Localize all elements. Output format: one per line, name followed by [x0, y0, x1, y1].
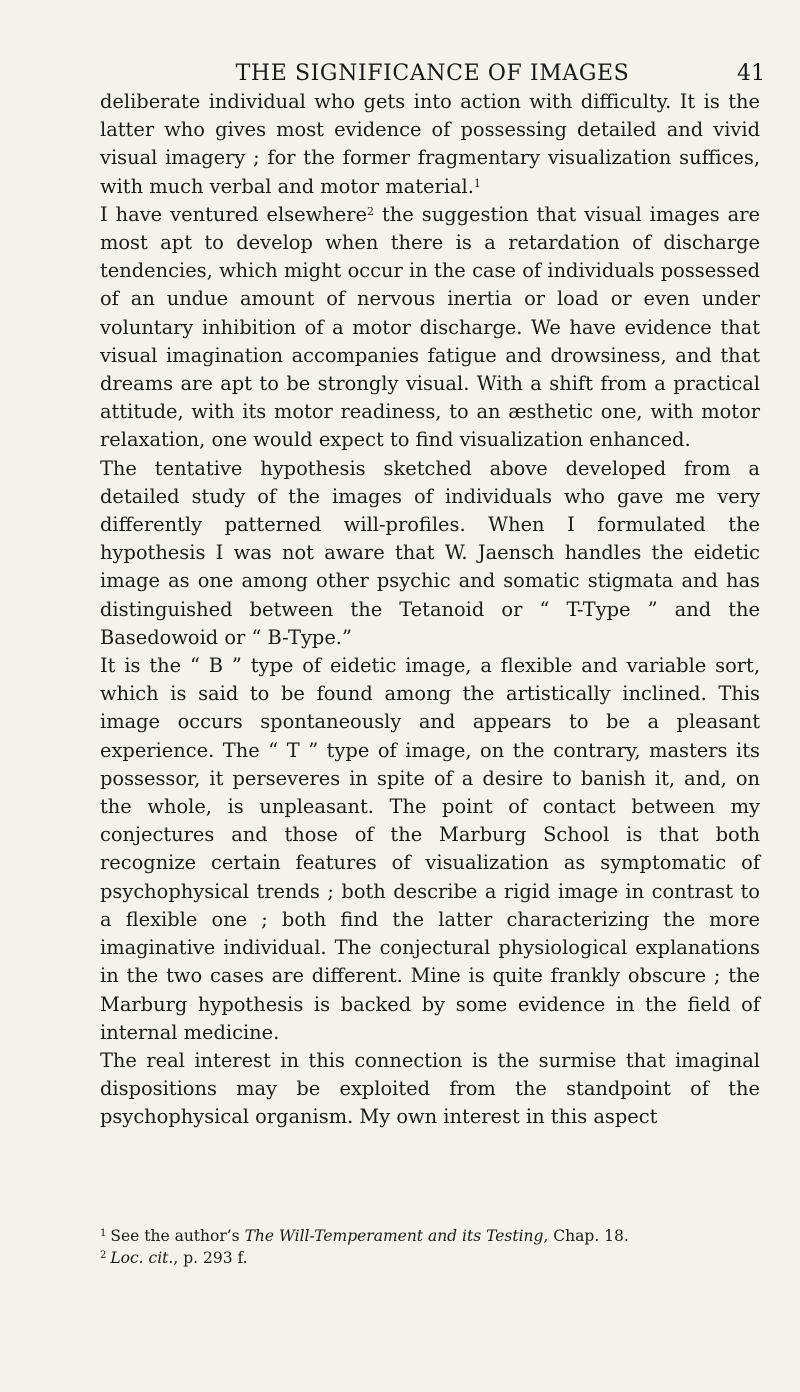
footnote-text: , Chap. 18.: [543, 1227, 629, 1245]
paragraph: [100, 455, 760, 652]
footnote-reference[interactable]: 2: [366, 204, 374, 218]
paragraph: [100, 1047, 760, 1132]
footnote-text: See the author’s: [110, 1227, 245, 1245]
footnote-citation: Loc. cit.: [110, 1249, 174, 1267]
footnote-mark: 2: [100, 1250, 107, 1261]
paragraph: [100, 201, 760, 455]
footnote-book-title: The Will-Temperament and its Testing: [244, 1227, 544, 1245]
paragraph-text: I have ventured elsewhere: [100, 202, 367, 226]
body-text: [100, 88, 760, 1132]
paragraph-text: It is the “ B ” type of eidetic image, a flexible and variable sort, which is said to be found among the artistically inclined. This image occurs spontaneously and appears to be a pleasant experience. The “ T ” type of image, on the contrary, masters its possessor, it perseveres in spite of a desire to banish it, and, on the whole, is unpleasant. The point of contact between my conjectures and those of the Marburg School is that both recognize certain features of visualization as symptomatic of psychophysical trends ; both describe a rigid image in contrast to a flexible one ; both find the latter characterizing the more imaginative individual. The conjectural physiological explanations in the two cases are different. Mine is quite frankly obscure ; the Marburg hypothesis is backed by some evidence in the field of internal medicine.: [100, 654, 760, 1044]
footnote-mark: 1: [100, 1228, 107, 1239]
page-number: 41: [737, 61, 765, 86]
paragraph-text: the suggestion that visual images are most apt to develop when there is a retardation of discharge tendencies, which might occur in the case of individuals possessed of an undue amount of nervous inertia or load or even under voluntary inhibition of a motor discharge. We have evidence that visual imagination accompanies fatigue and drowsiness, and that dreams are apt to be strongly visual. With a shift from a practical attitude, with its motor readiness, to an æsthetic one, with motor relaxation, one would expect to find visualization enhanced.: [100, 202, 760, 452]
paragraph: [100, 652, 760, 1047]
paragraph-text: The tentative hypothesis sketched above developed from a detailed study of the images of individuals who gave me very differently patterned will-profiles. When I formulated the hypothesis I was not aware that W. Jaensch handles the eidetic image as one among other psychic and somatic stigmata and has distinguished between the Tetanoid or “ T-Type ” and the Basedowoid or “ B-Type.”: [100, 456, 760, 649]
footnotes: [100, 1225, 765, 1269]
paragraph-text: The real interest in this connection is the surmise that imaginal dispositions may be exploited from the standpoint of the psychophysical organism. My own interest in this aspect: [100, 1048, 760, 1129]
footnote-reference[interactable]: 1: [473, 176, 481, 190]
footnote: [100, 1225, 765, 1247]
footnote-text: , p. 293 f.: [173, 1249, 248, 1267]
chapter-title: THE SIGNIFICANCE OF IMAGES: [235, 61, 630, 86]
paragraph: [100, 88, 760, 201]
footnote: [100, 1247, 765, 1269]
paragraph-text: deliberate individual who gets into action with difficulty. It is the latter who gives most evidence of possessing detailed and vivid visual imagery ; for the former fragmentary visualization suffices, with much verbal and motor material.: [100, 90, 760, 198]
